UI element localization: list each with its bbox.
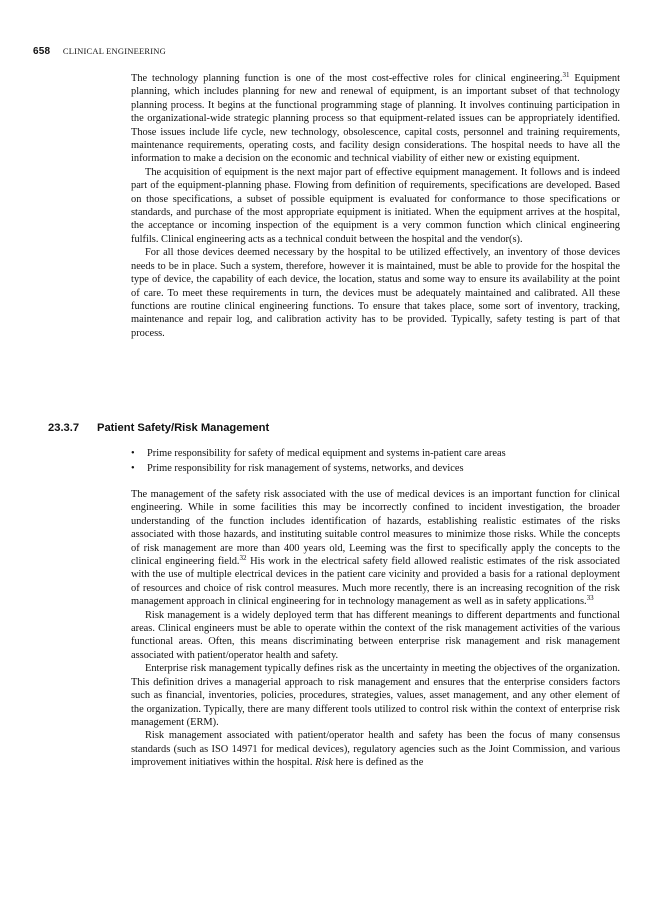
- bullet-list: [131, 446, 620, 476]
- paragraph-enterprise-risk: Enterprise risk management typically defines risk as the uncertainty in meeting the objectives of the organization. This definition drives a managerial approach to risk management and ensures that the enterprise considers factors such as financial, inventories, policies, procedures, strategies, values, asset management, and any other element of the organization. Typically, there are many different tools utilized to control risk within the context of enterprise risk management (ERM).: [131, 663, 620, 728]
- paragraph-text: The management of the safety risk associated with the use of medical devices is an important function for clinical engineering. While in some facilities this may be incorrectly confined to incident investigation, the broader understanding of the function includes identification of hazards, establishing realistic estimates of the risks associated with those hazards, and instituting suitable control measures to minimize those risks. While the concepts of risk management are more than 400 years old, Leeming was the first to specifically apply the concepts to the clinical engineering field.: [131, 489, 620, 568]
- list-item-text: Prime responsibility for safety of medical equipment and systems in-patient care areas: [147, 448, 506, 459]
- paragraph-risk-definition: Risk management is a widely deployed term that has different meanings to different departments and functional areas. Clinical engineers must be able to operate within the context of the risk management activities of the various functional areas. Often, this means discriminating between enterprise risk management and risk management associated with patient/operator health and safety.: [131, 609, 620, 661]
- emphasis-term: Risk: [315, 757, 334, 769]
- paragraph-text: The technology planning function is one of the most cost-effective roles for clinical engineering.: [131, 73, 563, 84]
- footnote-ref: 33: [586, 594, 594, 603]
- paragraph-safety-risk: [131, 488, 620, 609]
- paragraph-text: Risk management associated with patient/operator health and safety has been the focus of many consensus standards (such as ISO 14971 for medical devices), regulatory agencies such as the Joint Commission, and various improvement initiatives within the hospital.: [131, 730, 620, 769]
- paragraph-acquisition: The acquisition of equipment is the next major part of effective equipment management. It follows and is indeed part of the equipment-planning phase. Flowing from definition of requirements, specifications are developed. Based on those specifications, a subset of possible equipment is evaluated for conformance to those specifications or standards, and purchase of the most appropriate equipment is initiated. When the equipment arrives at the hospital, the acceptance or incoming inspection of the equipment is a very common function which clinical engineering fulfils. Clinical engineering acts as a technical conduit between the hospital and the vendor(s).: [131, 166, 620, 245]
- risk-text-block: [131, 488, 620, 770]
- paragraph-text: here is defined as the: [333, 757, 424, 769]
- list-item-text: Prime responsibility for risk management of systems, networks, and devices: [147, 463, 464, 474]
- list-item: [131, 446, 620, 461]
- paragraph-text: His work in the electrical safety field allowed realistic estimates of the risk associated with the use of multiple electrical devices in the patient care vicinity and provided a basis for a rational deployment of resources and choice of risk control measures. Much more recently, there is an increasing recognition of the risk management approach in clinical engineering for in technology management as well as in safety applications.: [131, 556, 620, 608]
- paragraph-inventory: For all those devices deemed necessary by the hospital to be utilized effectively, an inventory of those devices needs to be in place. Such a system, therefore, however it is maintained, must be able to provide for the hospital the type of device, the capability of each device, the location, status and some way to ensure its availability at the point of care. To meet these requirements in turn, the devices must be adequately maintained and calibrated. All these functions are routine clinical engineering functions. To ensure that takes place, some sort of inventory, tracking, maintenance and repair log, and calibration activity has to be provided. Typically, safety testing is part of that process.: [131, 247, 620, 339]
- bullet-icon: •: [131, 463, 135, 474]
- section-number: 23.3.7: [48, 422, 80, 434]
- footnote-ref: 31: [562, 71, 570, 79]
- bullet-icon: •: [131, 448, 135, 459]
- page-number: 658: [33, 46, 51, 57]
- footnote-ref: 32: [239, 554, 247, 563]
- page-header: [33, 46, 166, 57]
- intro-text-block: [131, 72, 620, 340]
- section-heading: [48, 422, 269, 434]
- paragraph-text: Equipment planning, which includes planning for new and renewal of equipment, is an important subset of that technology planning process. It begins at the functional programming stage of planning. It involves continuing participation in the organizational-wide strategic planning process so that equipment-related issues can be appropriately identified. Those issues include life cycle, new technology, obsolescence, capital costs, personnel and training requirements, maintenance requirements, operating costs, and facility design considerations. The hospital needs to have all the information to make a decision on the economic and technical viability of either new or existing equipment.: [131, 73, 620, 165]
- running-head: CLINICAL ENGINEERING: [62, 46, 166, 56]
- paragraph-patient-risk: [131, 729, 620, 769]
- paragraph-technology-planning: [131, 72, 620, 166]
- list-item: [131, 461, 620, 476]
- section-title: Patient Safety/Risk Management: [97, 422, 270, 434]
